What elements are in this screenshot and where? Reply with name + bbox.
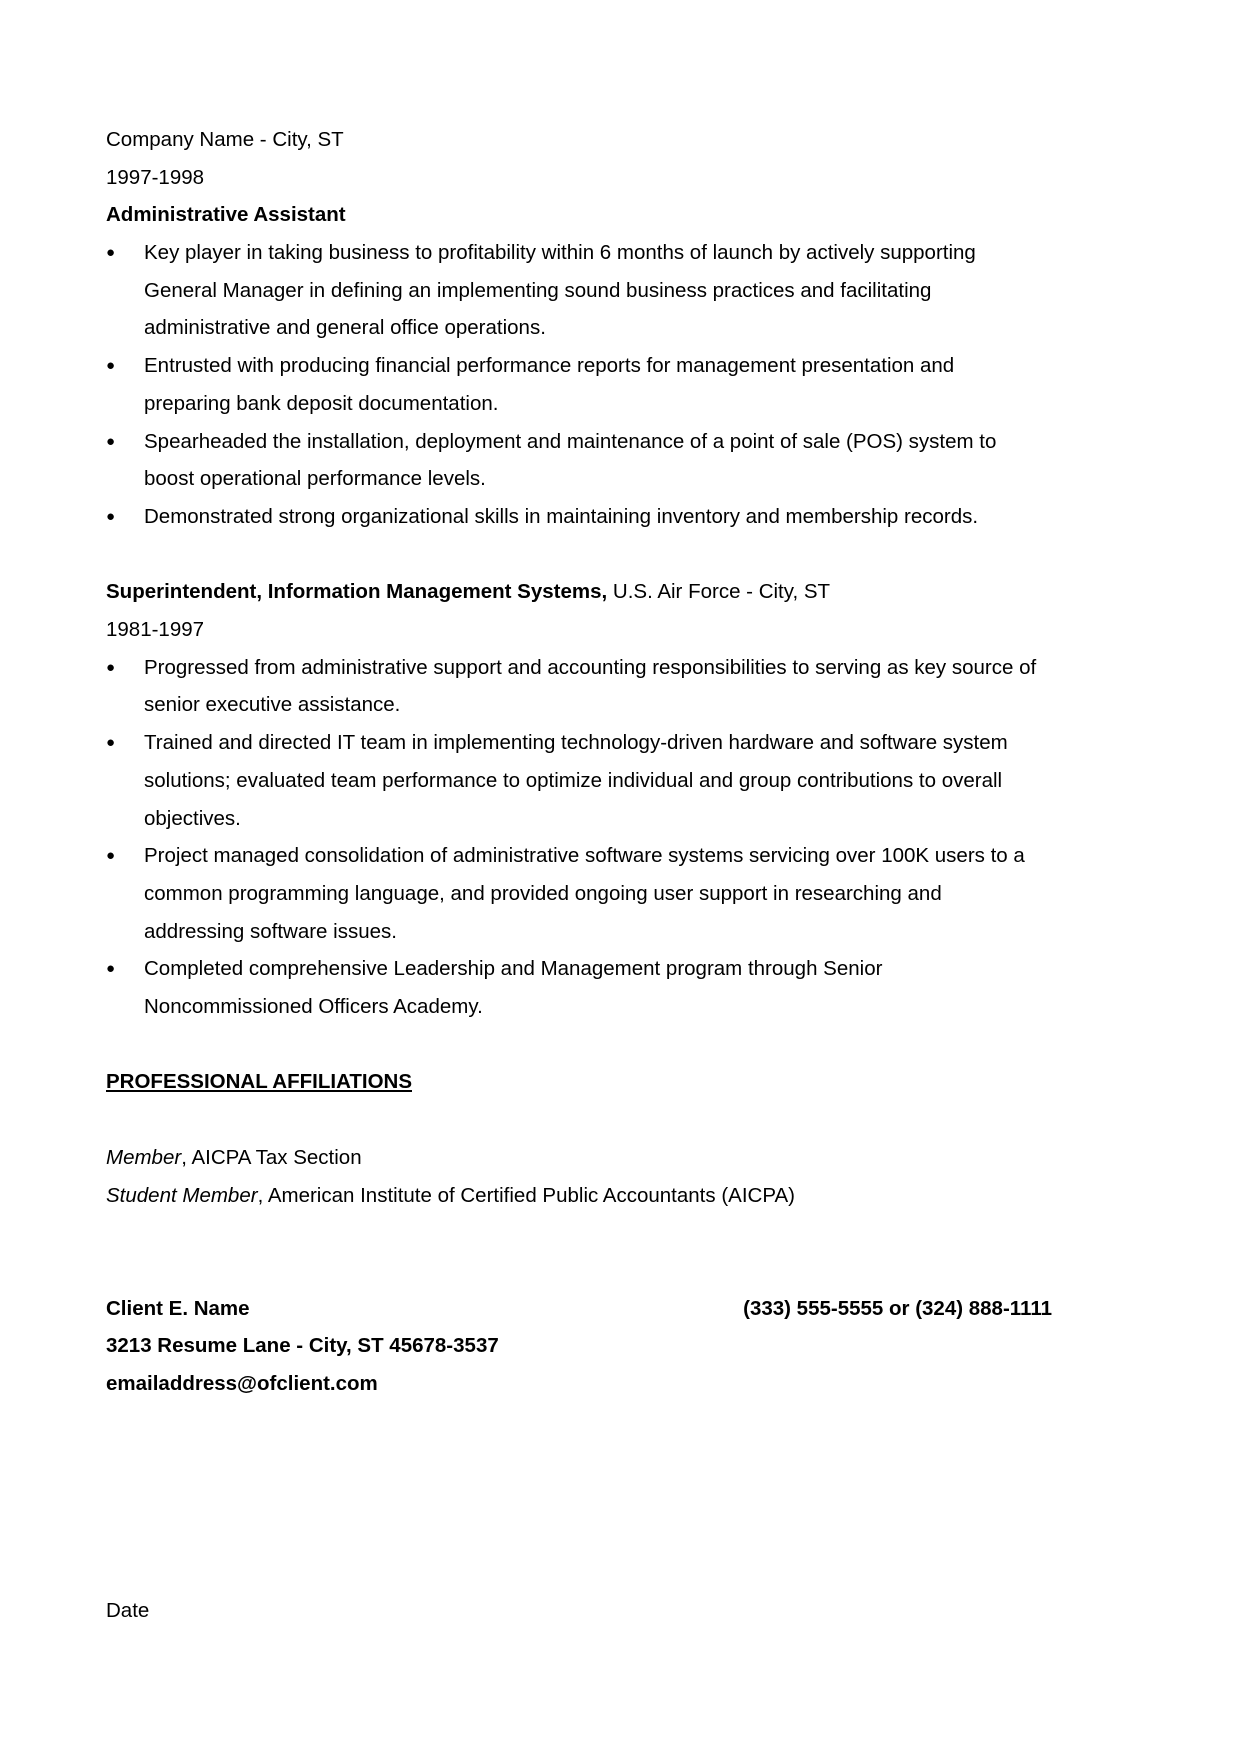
spacer — [106, 1026, 1066, 1064]
list-item — [106, 423, 1066, 498]
bullet-line: solutions; evaluated team performance to optimize individual and group contributions to overall — [144, 768, 1003, 792]
bullet-line: administrative and general office operations. — [144, 316, 546, 340]
date-label: Date — [106, 1599, 150, 1622]
job2-bullet-list — [106, 649, 1066, 1026]
bullet-line: Trained and directed IT team in implementing technology-driven hardware and software system — [144, 731, 1008, 755]
affiliation-org: , American Institute of Certified Public Accountants (AICPA) — [257, 1183, 795, 1207]
bullet-line: objectives. — [144, 806, 241, 830]
bullet-line: Progressed from administrative support and accounting responsibilities to serving as key source of — [144, 655, 1037, 679]
spacer — [106, 536, 1066, 574]
bullet-line: General Manager in defining an implementing sound business practices and facilitating — [144, 278, 932, 302]
affiliations-heading: PROFESSIONAL AFFILIATIONS — [106, 1070, 412, 1094]
job2-title: Superintendent, Information Management Systems, — [106, 580, 608, 604]
bullet-line: Spearheaded the installation, deployment and maintenance of a point of sale (POS) system to — [144, 429, 997, 453]
job1-company: Company Name - City, ST — [106, 128, 344, 151]
affiliation-role: Student Member — [106, 1183, 258, 1207]
bullet-icon: ● — [106, 357, 116, 375]
contact-phone: (333) 555-5555 or (324) 888-1111 — [743, 1296, 1052, 1320]
job1-bullet-list — [106, 234, 1066, 536]
affiliation-item — [106, 1139, 1066, 1177]
list-item — [106, 347, 1066, 422]
job2-dates: 1981-1997 — [106, 618, 205, 642]
contact-address: 3213 Resume Lane - City, ST 45678-3537 — [106, 1334, 499, 1358]
bullet-line: Completed comprehensive Leadership and Management program through Senior — [144, 957, 883, 981]
bullet-line: senior executive assistance. — [144, 693, 401, 717]
job2-heading — [106, 573, 1066, 611]
contact-row — [106, 1290, 1052, 1328]
bullet-line: Entrusted with producing financial performance reports for management presentation and — [144, 354, 955, 378]
bullet-line: addressing software issues. — [144, 919, 397, 943]
bullet-line: Demonstrated strong organizational skills in maintaining inventory and membership records. — [144, 504, 979, 528]
resume-page — [106, 121, 1066, 1403]
bullet-icon: ● — [106, 432, 116, 450]
bullet-line: common programming language, and provided ongoing user support in researching and — [144, 881, 942, 905]
bullet-icon: ● — [106, 244, 116, 262]
bullet-line: preparing bank deposit documentation. — [144, 391, 499, 415]
bullet-icon: ● — [106, 960, 116, 978]
job1-dates: 1997-1998 — [106, 165, 205, 189]
bullet-icon: ● — [106, 658, 116, 676]
list-item — [106, 950, 1066, 1025]
spacer — [106, 1214, 1066, 1252]
job1-title: Administrative Assistant — [106, 203, 346, 227]
list-item — [106, 724, 1066, 837]
list-item — [106, 649, 1066, 724]
list-item — [106, 837, 1066, 950]
bullet-icon: ● — [106, 734, 116, 752]
spacer — [106, 1101, 1066, 1139]
affiliation-item — [106, 1177, 1066, 1215]
bullet-icon: ● — [106, 507, 116, 525]
bullet-line: Project managed consolidation of administrative software systems servicing over 100K users to a — [144, 844, 1025, 868]
spacer — [106, 1252, 1066, 1290]
contact-name: Client E. Name — [106, 1296, 250, 1320]
bullet-line: Noncommissioned Officers Academy. — [144, 995, 483, 1019]
affiliation-org: , AICPA Tax Section — [181, 1145, 362, 1169]
bullet-line: boost operational performance levels. — [144, 467, 486, 491]
job2-org: U.S. Air Force - City, ST — [607, 580, 831, 604]
bullet-line: Key player in taking business to profitability within 6 months of launch by actively supporting — [144, 241, 976, 265]
list-item — [106, 234, 1066, 347]
contact-email: emailaddress@ofclient.com — [106, 1371, 378, 1395]
list-item — [106, 498, 1066, 536]
bullet-icon: ● — [106, 847, 116, 865]
affiliation-role: Member — [106, 1145, 182, 1169]
